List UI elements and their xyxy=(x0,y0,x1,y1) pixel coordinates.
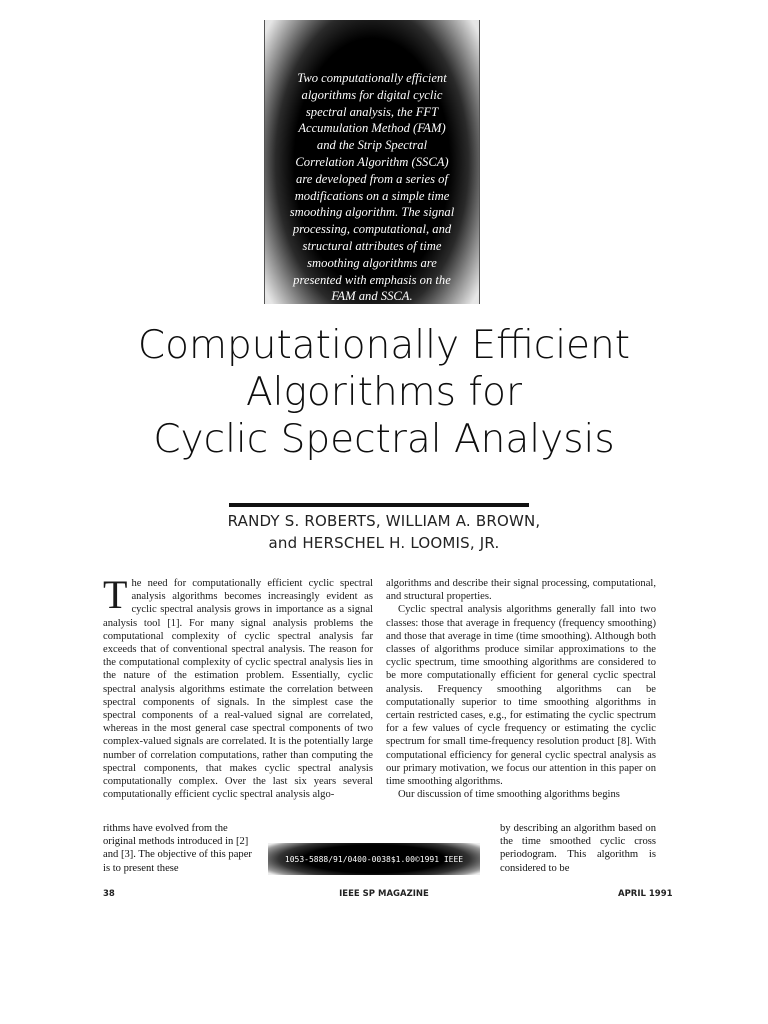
body-left-column xyxy=(103,572,373,801)
issue-date: APRIL 1991 xyxy=(618,889,673,899)
copyright-text: 1053-5888/91/0400-0038$1.00©1991 IEEE xyxy=(284,854,464,864)
right-column-tail: by describing an algorithm based on the time smoothed cyclic cross periodogram. This algorithm is considered to be xyxy=(500,823,656,874)
article-title: Computationally Efficient Algorithms for Cyclic Spectral Analysis xyxy=(137,323,631,462)
right-paragraph-2: Cyclic spectral analysis algorithms generally fall into two classes: those that average in frequency (frequency smoothing) and those that average in time (time smoothing). Although both classes of algorithms produce similar approximations to the cyclic spectrum, time smoothing algorithms are considered to be more computationally efficient for general cyclic spectral analysis. Frequency smoothing algorithms can be computationally superior to time smoothing algorithms in certain restricted cases, e.g., for estimating the cyclic spectrum for a few values of cycle frequency or estimating the cyclic spectrum for small time-frequency resolution product [8]. With computational efficiency for general cyclic spectral analysis as our primary motivation, we focus our attention in this paper on time smoothing algorithms. xyxy=(386,604,656,788)
left-column-tail: rithms have evolved from the original methods introduced in [2] and [3]. The objective of this paper is to present these xyxy=(103,823,252,874)
author-list: RANDY S. ROBERTS, WILLIAM A. BROWN, and HERSCHEL H. LOOMIS, JR. xyxy=(227,512,541,552)
right-paragraph-3: Our discussion of time smoothing algorithms begins xyxy=(398,789,620,801)
copyright-banner xyxy=(268,843,480,875)
magazine-name: IEEE SP MAGAZINE xyxy=(339,889,429,899)
title-rule xyxy=(229,503,529,507)
abstract-panel-right-edge xyxy=(479,20,480,304)
page-number: 38 xyxy=(103,889,115,899)
abstract-text: Two computationally efficient algorithms for digital cyclic spectral analysis, the FFT Accumulation Method (FAM) and the Strip Spectral Correlation Algorithm (SSCA) are developed from a series of modifications on a simple time smoothing algorithm. The signal processing, computational, and structural attributes of time smoothing algorithms are presented with emphasis on the FAM and SSCA. xyxy=(289,71,455,304)
right-paragraph-1: algorithms and describe their signal processing, computational, and structural properties. xyxy=(386,578,656,603)
abstract-panel xyxy=(264,20,480,304)
left-column-text: he need for computationally efficient cyclic spectral analysis algorithms becomes increasingly evident as cyclic spectral analysis grows in importance as a signal analysis tool [1]. For many signal analysis problems the computational complexity of cyclic spectral analysis far exceeds that of conventional spectral analysis. The reason for the computational complexity of cyclic spectral analysis lies in the nature of the estimation problem. Essentially, cyclic spectral analysis algorithms estimate the correlation between spectral components of signals. In the simplest case the spectral components of a real-valued signal are correlated, whereas in the most general case spectral components of two complex-valued signals are correlated. It is the potentially large number of correlation computations, rather than computing the spectral components, that makes cyclic spectral analysis computationally complex. Over the last six years several computationally efficient cyclic spectral analysis algo- xyxy=(103,578,373,801)
abstract-panel-left-edge xyxy=(264,20,265,304)
body-right-column xyxy=(386,577,656,801)
drop-cap: T xyxy=(103,572,128,617)
